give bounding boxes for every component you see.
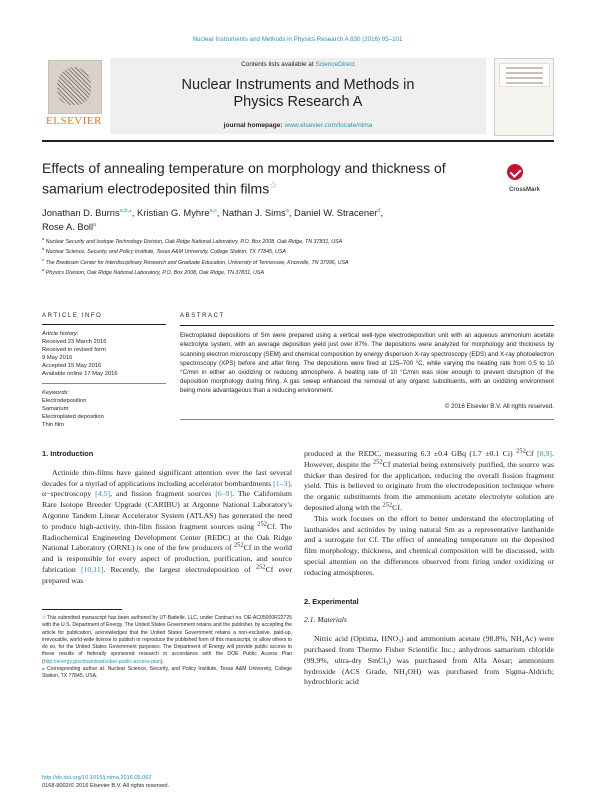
homepage-link[interactable]: www.elsevier.com/locate/nima — [284, 122, 373, 129]
publisher-name: ELSEVIER — [46, 115, 102, 127]
elsevier-logo[interactable] — [42, 58, 106, 134]
author[interactable]: Nathan J. Sims$^a$ — [222, 207, 289, 218]
materials-paragraph: Nitric acid (Optima, HNO₃) and ammonium acetate (98.8%, NH₄Ac) were purchased from Thermo Fisher Scientific Inc.; anhydrous samarium chloride (99.9%, ultra-dry SmCl₃) was purchased from Alfa Aesar; ammonium hydroxide (ACS Grade, NH₄OH) was purchased from Sigma-Aldrich; hydrochloric acid — [304, 634, 554, 687]
issn-line: 0168-9002/© 2016 Elsevier B.V. All rights reserved. — [42, 783, 170, 789]
abstract — [180, 312, 554, 419]
author[interactable]: Daniel W. Stracener$^d$ — [294, 207, 381, 218]
citation-link[interactable]: [10,11] — [80, 564, 104, 574]
history-item: Received in revised form — [42, 347, 106, 353]
author[interactable]: Kristian G. Myhre$^{a,c}$ — [137, 207, 217, 218]
journal-banner — [42, 58, 554, 134]
history-item: Accepted 15 May 2016 — [42, 363, 102, 369]
affiliation: $^d$ Physics Division, Oak Ridge National Laboratory, P.O. Box 2008, Oak Ridge, TN 37831, USA — [42, 267, 264, 277]
contents-line: Contents lists available at ScienceDirect — [241, 61, 355, 68]
citation-link[interactable]: [6–9] — [215, 489, 233, 499]
tree-of-knowledge-icon — [48, 60, 102, 114]
author-list: Jonathan D. Burns$^{a,b,⁎}$, Kristian G. Myhre$^{a,c}$, Nathan J. Sims$^a$, Daniel W. Stracener$^d$, Rose A. Boll$^a$ — [42, 207, 384, 232]
article-info-heading: ARTICLE INFO — [42, 313, 103, 319]
abstract-copyright: © 2016 Elsevier B.V. All rights reserved. — [444, 402, 554, 410]
funding-footnote: ☆This submitted manuscript has been authored by UT-Battelle, LLC, under Contract no. DE-AC05000R22725 with the U.S. Department of Energy. The United States Government retains and the publisher, by accepting the article for publication, acknowledges that the United States Government retains a non-exclusive, paid-up, irrevocable, world-wide license to publish or reproduce the published form of this manuscript, or allow others to do so, for the United States Government purposes. The Department of Energy will provide public access to these results of federally sponsored research in accordance with the DOE Public Access Plan (http://energy.gov/downloads/doe-public-access-plan). — [42, 615, 293, 665]
journal-homepage: journal homepage: www.elsevier.com/locate/nima — [223, 122, 373, 129]
corresponding-author-footnote: ⁎ Corresponding author at: Nuclear Science, Security, and Policy Institute, Texas A&M University, College Station, TX 77845, USA. — [42, 666, 292, 680]
doi-block — [42, 774, 302, 790]
footnotes — [42, 615, 292, 681]
footnote-star-icon: ☆ — [42, 615, 47, 621]
abstract-heading: ABSTRACT — [180, 313, 225, 319]
journal-title[interactable]: Nuclear Instruments and Methods in Physics Research A — [181, 77, 415, 110]
affiliation: $^c$ The Bredesen Center for Interdisciplinary Research and Graduate Education, University of Tennessee, Knoxville, TN 37996, USA — [42, 257, 349, 266]
history-item: Received 23 March 2016 — [42, 339, 107, 345]
affiliations — [42, 237, 554, 279]
journal-masthead — [110, 58, 486, 134]
author[interactable]: Jonathan D. Burns$^{a,b,⁎}$ — [42, 207, 132, 218]
left-column — [42, 449, 292, 587]
journal-reference[interactable]: Nuclear Instruments and Methods in Physics Research A 830 (2016) 95–101 — [192, 36, 403, 43]
crossmark-icon — [507, 164, 523, 180]
intro-paragraph: Actinide thin-films have gained significant attention over the last several decades for a myriad of applications including accelerator bombardments [1–3], α−spectroscopy [4,5], and fission fragment sources [6–9]. The Californium Rare Isotope Breeder Upgrade (CARIBU) at Argonne National Laboratory's Argonne Tandem Linear Accelerator System (ATLAS) has generated the need to produce high-activity, thin-film fission fragment sources using $^{252}$Cf. The Radiochemical Engineering Development Center (REDC) at the Oak Ridge National Laboratory (ORNL) is one of the few producers of $^{252}$Cf in the world and is responsible for every aspect of production, purification, and source fabrication [10,11]. Recently, the largest electrodeposition of $^{252}$Cf ever prepared was — [42, 467, 292, 585]
citation-link[interactable]: [8,9] — [537, 449, 553, 458]
right-column — [304, 449, 554, 688]
journal-cover-thumbnail[interactable] — [494, 58, 554, 136]
abstract-text: Electroplated depositions of Sm were prepared using a vertical well-type electrodeposition unit with an aqueous ammonium acetate electrolyte system, with an average deposition yield just over 87%. The depositions were analyzed for morphology and thickness by scanning electron microscopy (SEM) and chemical composition by energy dispersion X-ray spectroscopy (EDS) and X-ray photoelectron spectroscopy (XPS) before and after firing. The depositions were fired at 125–700 °C, while varying the heating rate from 0.5 to 10 °C/min in either an oxidizing or reducing atmosphere. A heating rate of 10 °C/min was slow enough to prevent disruption of the deposition morphology during firing. A gas sweep enhanced the removal of any organic substituents, with an oxidizing environment being more advantageous than a reducing environment. — [180, 332, 554, 395]
keyword: Electrodeposition — [42, 397, 87, 404]
keyword: Samarium — [42, 405, 69, 412]
affiliation: $^b$ Nuclear Science, Security, and Policy Institute, Texas A&M University, College Station, TX 77845, USA — [42, 246, 286, 256]
history-item: 9 May 2016 — [42, 355, 73, 361]
citation-link[interactable]: [1–3] — [273, 478, 291, 488]
doi-link[interactable]: http://dx.doi.org/10.1016/j.nima.2016.05.062 — [42, 775, 152, 781]
intro-paragraph-continued: produced at the REDC, measuring 6.3 ±0.4 GBq (1.7 ±0.1 Ci) $^{252}$Cf [8,9]. However, despite the $^{252}$Cf material being extensively purified, the source was thicker than desired for the application, reducing the overall fission fragment yield. This is believed to originate from the electrodeposition technique where the organic substituents from the ammonium acetate electrolyte solution are deposited along with the $^{252}$Cf. — [304, 447, 555, 512]
keywords-label: Keywords: — [42, 389, 70, 396]
section-heading-introduction: 1. Introduction — [42, 449, 94, 458]
history-label: Article history: — [42, 331, 79, 337]
history-item: Available online 17 May 2016 — [42, 371, 118, 377]
author[interactable]: Rose A. Boll$^a$ — [42, 221, 97, 232]
subsection-heading-materials: 2.1. Materials — [304, 615, 347, 625]
article-title: Effects of annealing temperature on morphology and thickness of samarium electrodeposited thin films☆ — [42, 160, 446, 197]
sciencedirect-link[interactable]: ScienceDirect — [315, 61, 355, 68]
title-footnote-star-icon[interactable]: ☆ — [269, 180, 278, 190]
article-info — [42, 312, 166, 429]
section-heading-experimental: 2. Experimental — [304, 596, 359, 606]
affiliation: $^a$ Nuclear Security and Isotope Technology Division, Oak Ridge National Laboratory, P.O. Box 2008, Oak Ridge, TN 37831, USA — [42, 236, 343, 245]
keyword: Electroplated deposition — [42, 413, 104, 420]
header-rule — [42, 140, 554, 142]
crossmark-badge[interactable]: CrossMark — [507, 163, 555, 199]
doe-access-plan-link[interactable]: http://energy.gov/downloads/doe-public-access-plan — [43, 658, 161, 665]
intro-paragraph: This work focuses on the effort to better understand the electroplating of lanthanides and actinides by using natural Sm as a representative lanthanide and a surrogate for Cf. The effect of annealing temperature on the deposited film morphology, thickness, and chemical composition will be discussed, with special attention on the differences observed from firing under oxidizing or reducing atmospheres. — [304, 513, 554, 577]
keyword: Thin film — [42, 421, 64, 428]
citation-link[interactable]: [4,5] — [95, 489, 111, 499]
